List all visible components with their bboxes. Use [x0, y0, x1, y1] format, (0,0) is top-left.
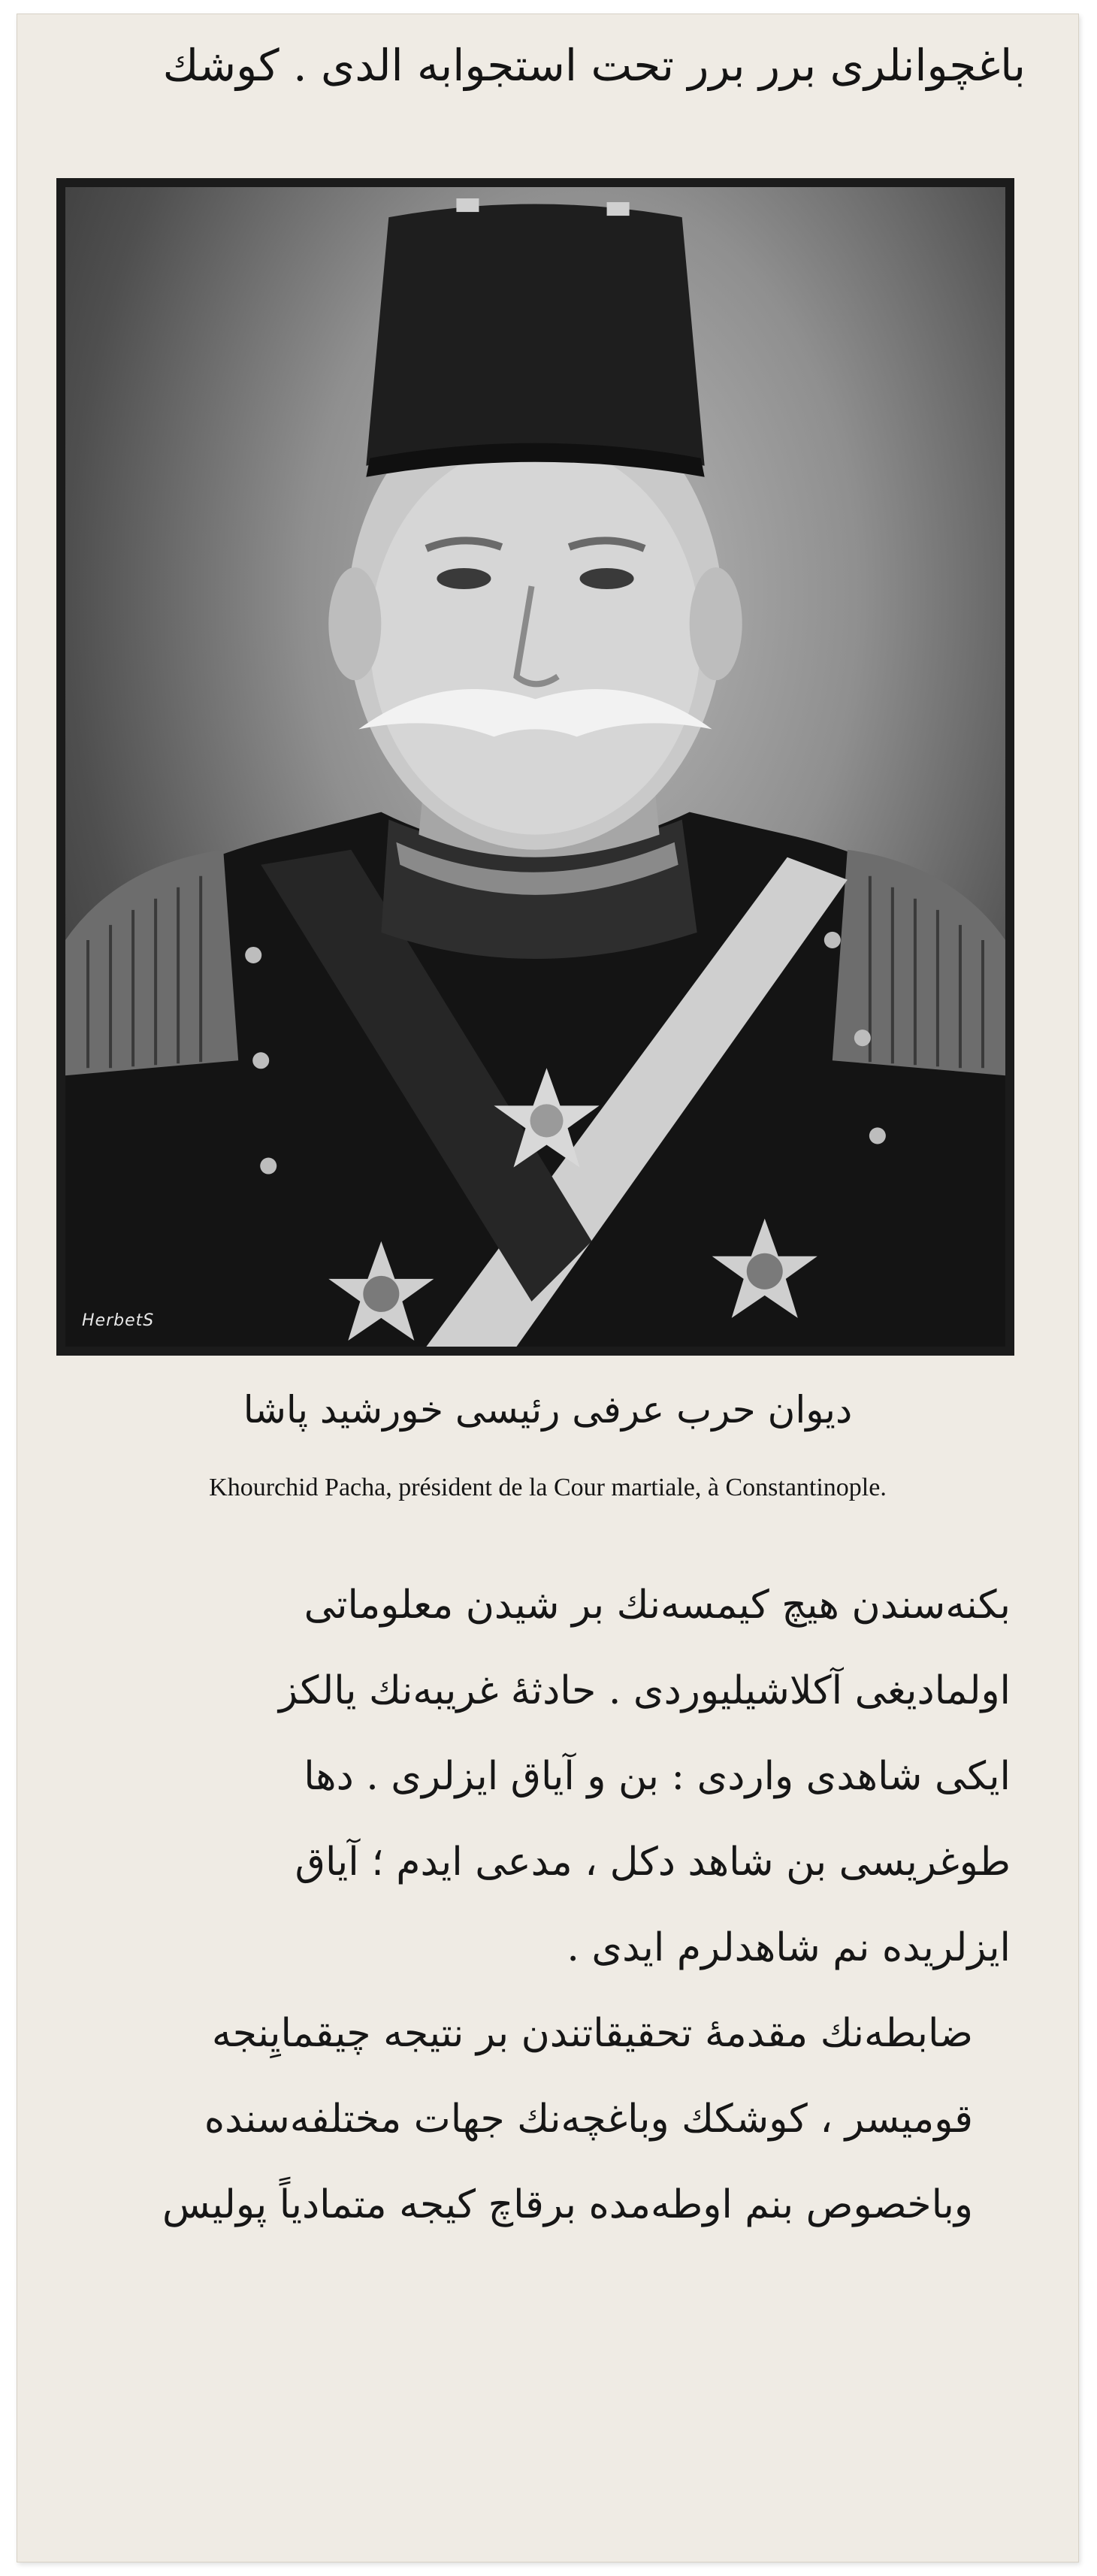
article-body [85, 1562, 1011, 2248]
header-text-line: باغچوانلری برر برر تحت استجوابه الدی . کوشك [162, 40, 1026, 91]
body-paragraph-1 [85, 1562, 1011, 1991]
body-line: وباخصوص بنم اوطەمدە برقاچ کیجه متمادیاً پولیس [162, 2182, 973, 2227]
caption-arabic: دیوان حرب عرفی رئیسی خورشید پاشا [243, 1388, 853, 1432]
newspaper-clipping [17, 14, 1079, 2562]
body-paragraph-2 [85, 1991, 1011, 2248]
caption-french: Khourchid Pacha, président de la Cour martiale, à Constantinople. [209, 1474, 887, 1501]
portrait-photo-frame [56, 178, 1014, 1356]
body-line: ایزلریده نم شاهدلرم ایدی . [567, 1925, 1011, 1970]
body-line: ایکی شاهدی واردی : بن و آیاق ایزلری . دها [304, 1754, 1011, 1799]
photographer-signature: HerbetS [82, 1311, 155, 1330]
body-line: طوغریسی بن شاهد دکل ، مدعی ایدم ؛ آیاق [295, 1840, 1011, 1885]
body-line: قومیسر ، کوشکك وباغچەنك جهات مختلفەسندە [204, 2097, 973, 2142]
body-line: ضابطەنك مقدمهٔ تحقیقاتندن بر نتیجه چیقمایِنجه [211, 2011, 973, 2056]
body-line: بکنەسندن هیچ کیمسەنك بر شیدن معلوماتی [304, 1583, 1011, 1628]
portrait-photo [65, 187, 1005, 1347]
portrait-illustration [65, 187, 1005, 1347]
body-line: اولمادیغی آکلاشیلیوردی . حادثهٔ غریبەنك یالکز [278, 1668, 1011, 1713]
